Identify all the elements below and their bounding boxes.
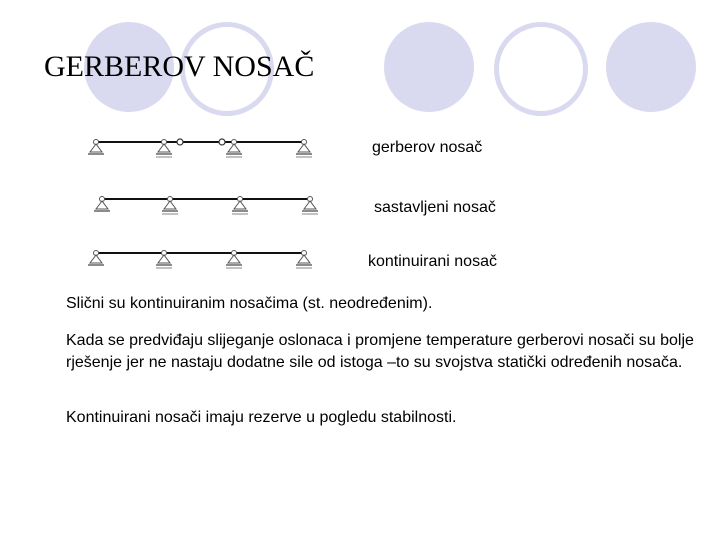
hinge <box>177 139 183 145</box>
page-title: GERBEROV NOSAČ <box>44 50 315 83</box>
hinge <box>219 139 225 145</box>
beam-label-continuous: kontinuirani nosač <box>368 253 497 270</box>
beam-assembled <box>94 197 318 215</box>
beam-label-gerber: gerberov nosač <box>372 139 483 156</box>
beam-gerber <box>88 139 312 157</box>
paragraph-1: Slični su kontinuiranim nosačima (st. neodređenim). <box>66 295 433 312</box>
paragraph-3: Kontinuirani nosači imaju rezerve u pogledu stabilnosti. <box>66 409 457 426</box>
beam-label-assembled: sastavljeni nosač <box>374 199 496 216</box>
paragraph-2: Kada se predviđaju slijeganje oslonaca i promjene temperature gerberovi nosači su bolje rješenje jer ne nastaju dodatne sile od istoga –to su svojstva statički određenih nosača. <box>66 332 694 371</box>
beam-continuous <box>88 251 312 269</box>
